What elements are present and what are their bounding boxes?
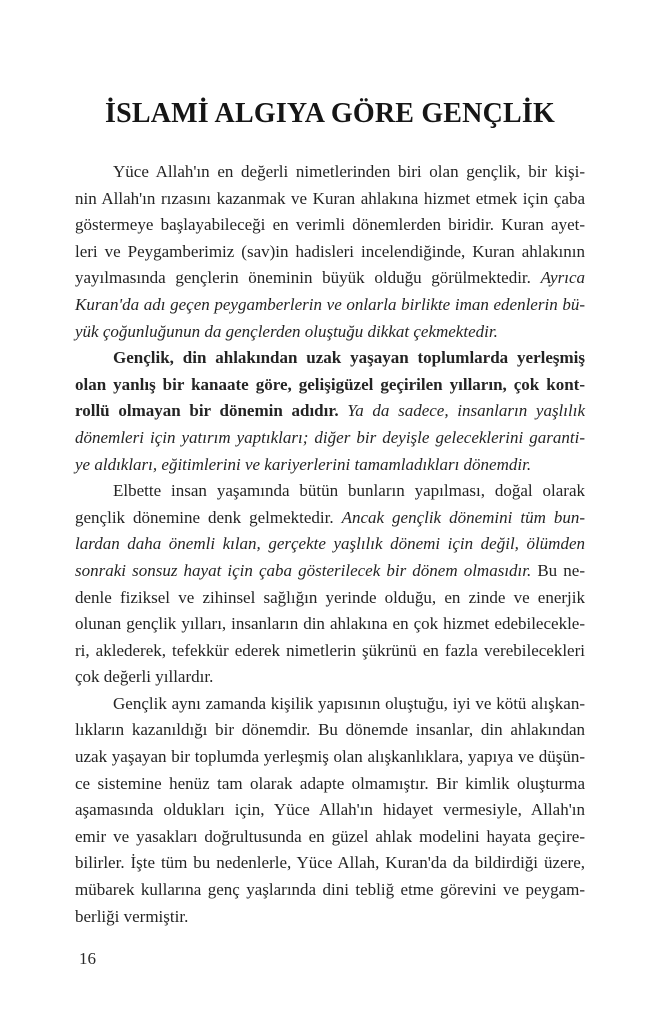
text-line — [75, 824, 585, 851]
text-run: gençlik dönemine denk gelmektedir. — [75, 507, 342, 527]
text-run: aşamasında oldukları için, Yüce Allah'ın hidayet vermesiyle, Allah'ın — [75, 800, 585, 820]
text-line — [75, 664, 585, 691]
text-run: yayılmasında gençlerin öneminin büyük olduğu görülmektedir. — [75, 268, 541, 288]
text-run: Gençlik, din ahlakından uzak yaşayan toplumlarda yerleşmiş — [113, 348, 585, 368]
text-run: Ayrıca — [540, 268, 585, 288]
text-run: Yüce Allah'ın en değerli nimetlerinden biri olan gençlik, bir kişi- — [113, 162, 585, 181]
text-line — [75, 398, 585, 425]
text-line — [75, 691, 585, 718]
text-run: lıkların kazanıldığı bir dönemdir. Bu dönemde insanlar, din ahlakından — [75, 720, 585, 740]
text-line — [75, 744, 585, 771]
text-run: rollü olmayan bir dönemin adıdır. — [75, 401, 348, 421]
text-line — [75, 292, 585, 319]
text-line — [75, 904, 585, 931]
text-line — [75, 717, 585, 744]
text-run: lardan daha önemli kılan, gerçekte yaşlılık dönemi için değil, ölümden — [75, 534, 585, 554]
text-run: olunan gençlik yılları, insanların din ahlakına en çok hizmet edebilecekle- — [75, 614, 585, 634]
text-line — [75, 425, 585, 452]
text-run: göstermeye başlayabileceği en verimli dönemlerden biridir. Kuran ayet- — [75, 215, 585, 235]
text-run: ye aldıkları, eğitimlerini ve kariyerlerini tamamladıkları dönemdir. — [75, 454, 532, 474]
text-run: ce sistemine henüz tam olarak adapte olmamıştır. Bir kimlik oluşturma — [75, 773, 585, 793]
page-footer — [75, 946, 585, 973]
text-run: emir ve yasakları doğrultusunda en güzel ahlak modelini hayata geçire- — [75, 826, 585, 846]
text-line — [75, 239, 585, 266]
text-run: sonraki sonsuz hayat için çaba gösterilecek bir dönem olmasıdır. — [75, 560, 532, 580]
text-line — [75, 558, 585, 585]
text-run: olan yanlış bir kanaate göre, gelişigüzel geçirilen yılların, çok kont- — [75, 374, 585, 394]
text-run: ri, aklederek, tefekkür ederek nimetlerin şükrünü en fazla verebilecekleri — [75, 640, 585, 660]
text-line — [75, 212, 585, 239]
text-line — [75, 452, 585, 479]
text-run: çok değerli yıllardır. — [75, 667, 214, 687]
text-line — [75, 797, 585, 824]
text-run: bilirler. İşte tüm bu nedenlerle, Yüce Allah, Kuran'da da bildirdiği üzere, — [75, 853, 585, 873]
text-line — [75, 531, 585, 558]
text-line — [75, 372, 585, 399]
text-line — [75, 345, 585, 372]
text-line — [75, 186, 585, 213]
text-line — [75, 585, 585, 612]
text-line — [75, 877, 585, 904]
text-run: Ancak gençlik dönemini tüm bun- — [341, 507, 585, 527]
text-run: Bu ne- — [531, 560, 585, 580]
text-run: dönemleri için yatırım yaptıkları; diğer bir deyişle geleceklerini garanti- — [75, 427, 585, 447]
text-line — [75, 611, 585, 638]
text-run: Elbette insan yaşamında bütün bunların yapılması, doğal olarak — [113, 481, 585, 501]
text-run: mübarek kullarına genç yaşlarında dini tebliğ etme görevini ve peygam- — [75, 880, 585, 900]
text-line — [75, 159, 585, 186]
text-run: nin Allah'ın rızasını kazanmak ve Kuran ahlakına hizmet etmek için çaba — [75, 188, 585, 208]
text-line — [75, 265, 585, 292]
text-line — [75, 638, 585, 665]
text-run: Gençlik aynı zamanda kişilik yapısının oluştuğu, iyi ve kötü alışkan- — [113, 693, 585, 713]
text-run: Ya da sadece, insanların yaşlılık — [347, 401, 585, 421]
text-run: Kuran'da adı geçen peygamberlerin ve onlarla birlikte iman edenlerin bü- — [75, 294, 585, 314]
text-line — [75, 771, 585, 798]
text-run: berliği vermiştir. — [75, 906, 189, 926]
text-column — [75, 0, 585, 973]
text-line — [75, 505, 585, 532]
text-line — [75, 850, 585, 877]
chapter-title: İSLAMİ ALGIYA GÖRE GENÇLİK — [105, 98, 555, 129]
text-line — [75, 478, 585, 505]
page-number: 16 — [79, 949, 96, 969]
text-line — [75, 319, 585, 346]
body-text — [75, 159, 585, 930]
text-run: uzak yaşayan bir toplumda yerleşmiş olan alışkanlıklara, yapıya ve düşün- — [75, 747, 585, 767]
text-run: leri ve Peygamberimiz (sav)in hadisleri incelendiğinde, Kuran ahlakının — [75, 241, 585, 261]
text-run: denle fiziksel ve zihinsel sağlığın yerinde olduğu, en zinde ve enerjik — [75, 587, 585, 607]
text-run: yük çoğunluğunun da gençlerden oluştuğu dikkat çekmektedir. — [75, 321, 498, 341]
